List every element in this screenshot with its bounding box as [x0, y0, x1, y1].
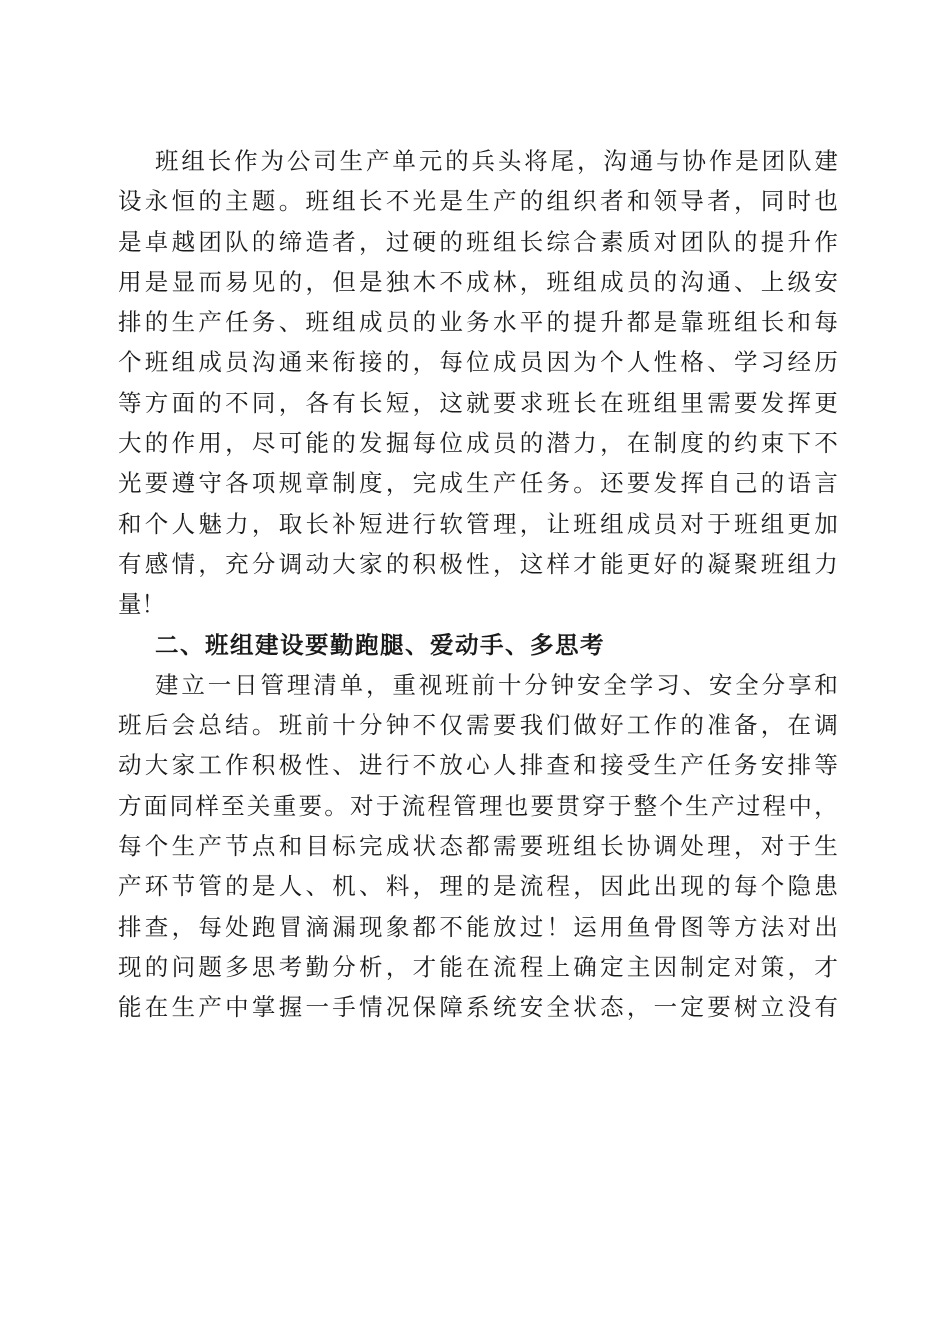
- paragraph-line: 动 大 家 工 作 积 极 性 、 进 行 不 放 心 人 排 查 和 接 受 生 产 任 务 安 排 等: [118, 751, 838, 780]
- paragraph-line: 排 的 生 产 任 务 、 班 组 成 员 的 业 务 水 平 的 提 升 都 是 靠 班 组 长 和 每: [118, 308, 838, 337]
- paragraph-line: 每 个 生 产 节 点 和 目 标 完 成 状 态 都 需 要 班 组 长 协 调 处 理 ， 对 于 生: [118, 832, 838, 861]
- paragraph-line: 建 立 一 日 管 理 清 单 ， 重 视 班 前 十 分 钟 安 全 学 习 、 安 全 分 享 和: [155, 670, 838, 699]
- paragraph-line: 能 在 生 产 中 掌 握 一 手 情 况 保 障 系 统 安 全 状 态 ， 一 定 要 树 立 没 有: [118, 993, 838, 1022]
- paragraph-line: 用 是 显 而 易 见 的 ， 但 是 独 木 不 成 林 ， 班 组 成 员 的 沟 通 、 上 级 安: [118, 267, 838, 296]
- paragraph-line: 班 组 长 作 为 公 司 生 产 单 元 的 兵 头 将 尾 ， 沟 通 与 协 作 是 团 队 建: [155, 147, 838, 175]
- paragraph-line: 是 卓 越 团 队 的 缔 造 者 ， 过 硬 的 班 组 长 综 合 素 质 对 团 队 的 提 升 作: [118, 227, 838, 256]
- paragraph-line: 和 个 人 魅 力 ， 取 长 补 短 进 行 软 管 理 ， 让 班 组 成 员 对 于 班 组 更 加: [118, 509, 838, 538]
- section-heading: 二、班组建设要勤跑腿、爱动手、多思考: [155, 630, 605, 659]
- paragraph-line: 排 查 ， 每 处 跑 冒 滴 漏 现 象 都 不 能 放 过 ！ 运 用 鱼 骨 图 等 方 法 对 出: [118, 912, 838, 941]
- paragraph-line: 班 后 会 总 结 。 班 前 十 分 钟 不 仅 需 要 我 们 做 好 工 作 的 准 备 ， 在 调: [118, 711, 838, 740]
- paragraph-line: 个 班 组 成 员 沟 通 来 衔 接 的 ， 每 位 成 员 因 为 个 人 性 格 、 学 习 经 历: [118, 348, 838, 377]
- paragraph-line: 光 要 遵 守 各 项 规 章 制 度 ， 完 成 生 产 任 务 。 还 要 发 挥 自 己 的 语 言: [118, 469, 838, 498]
- paragraph-line: 等 方 面 的 不 同 ， 各 有 长 短 ， 这 就 要 求 班 长 在 班 组 里 需 要 发 挥 更: [118, 388, 838, 417]
- paragraph-line: 大 的 作 用 ， 尽 可 能 的 发 掘 每 位 成 员 的 潜 力 ， 在 制 度 的 约 束 下 不: [118, 429, 838, 458]
- paragraph-line: 方 面 同 样 至 关 重 要 。 对 于 流 程 管 理 也 要 贯 穿 于 整 个 生 产 过 程 中 ，: [118, 791, 838, 820]
- paragraph-line: 量！: [118, 590, 165, 619]
- document-body: [118, 141, 838, 1028]
- paragraph-line: 现 的 问 题 多 思 考 勤 分 析 ， 才 能 在 流 程 上 确 定 主 因 制 定 对 策 ， 才: [118, 952, 838, 981]
- paragraph-line: 设 永 恒 的 主 题 。 班 组 长 不 光 是 生 产 的 组 织 者 和 领 导 者 ， 同 时 也: [118, 187, 838, 216]
- paragraph-line: 产 环 节 管 的 是 人 、 机 、 料 ， 理 的 是 流 程 ， 因 此 出 现 的 每 个 隐 患: [118, 872, 838, 901]
- paragraph-line: 有 感 情 ， 充 分 调 动 大 家 的 积 极 性 ， 这 样 才 能 更 好 的 凝 聚 班 组 力: [118, 549, 838, 578]
